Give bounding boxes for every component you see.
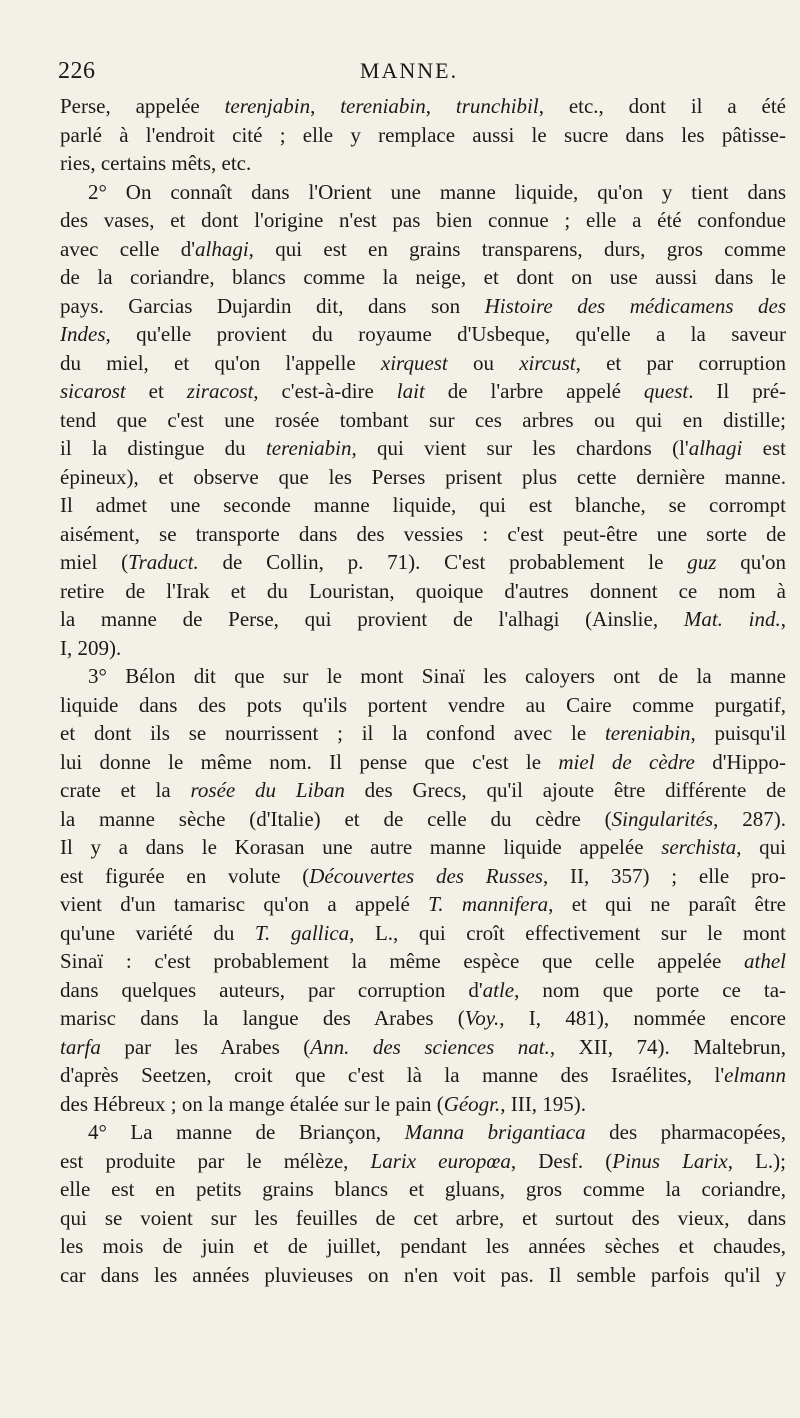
text-segment: les mois de juin et de juillet, pendant les années sèches et chaudes, [60,1234,786,1258]
italic-text: guz [687,550,717,574]
text-segment: des pharmacopées, [585,1120,786,1144]
text-segment: est figurée en volute ( [60,863,310,888]
text-segment: , XII, 74). Maltebrun, [549,1034,786,1059]
italic-text: tereniabin [265,436,352,460]
text-segment: , puisqu'il [690,721,786,745]
italic-text: miel de cèdre [558,749,695,774]
text-segment: qui se voient sur les feuilles de cet arbre, et surtout des vieux, dans [60,1205,786,1230]
text-segment: 3° Bélon dit que sur le mont Sinaï les caloyers ont de la manne [88,664,786,688]
italic-text: atle [482,977,515,1002]
text-segment: , [310,94,341,118]
text-segment: d'Hippo- [694,749,786,774]
text-segment: des Grecs, qu'il ajoute être différente de [344,778,786,802]
italic-text: alhagi [688,436,743,460]
text-segment: de Collin, p. 71). C'est probablement le [198,550,688,574]
text-segment: , 287). [713,806,786,831]
text-line [60,434,786,463]
text-line [60,1118,786,1147]
italic-text: xirquest [380,350,448,375]
text-segment: , qu'elle provient du royaume d'Usbeque, qu'elle a la saveur [105,322,786,346]
text-segment: la manne de Perse, qui provient de l'alhagi (Ainslie, [60,607,684,631]
text-segment: avec celle d' [60,236,195,261]
text-line [60,1232,786,1261]
text-segment: , etc., dont il a été [538,94,786,118]
italic-text: sicarost [60,379,126,403]
text-segment: , Desf. ( [510,1148,613,1173]
text-segment: , qui est en grains transparens, durs, gros comme [248,236,786,261]
italic-text: Voy. [464,1006,500,1030]
text-segment: et [125,379,187,403]
italic-text: serchista [661,835,737,859]
text-line [60,748,786,777]
text-segment: et dont ils se nourrissent ; il la confond avec le [60,721,605,745]
text-segment: aisément, se transporte dans des vessies : c'est peut-être une sorte de [60,521,786,546]
text-segment: ou [447,350,520,375]
text-line [60,292,786,321]
text-line [60,691,786,720]
text-line [60,377,786,406]
text-segment: , III, 195). [500,1091,587,1116]
page-header [58,58,760,92]
italic-text: Singularités [611,806,714,831]
text-segment: , [780,607,786,631]
text-segment: pays. Garcias Dujardin dit, dans son [60,293,485,318]
text-segment: car dans les années pluvieuses on n'en voit pas. Il semble parfois qu'il y [60,1262,786,1287]
text-segment: miel ( [60,550,129,574]
body-text [60,92,786,1289]
text-segment: , et par corruption [575,350,786,375]
text-line [60,121,786,150]
text-line [60,577,786,606]
text-segment: parlé à l'endroit cité ; elle y remplace aussi le sucre dans les pâtisse- [60,122,786,147]
text-line [60,92,786,121]
text-segment: , qui [736,835,786,859]
italic-text: ziracost [186,379,254,403]
text-segment: , II, 357) ; elle pro- [542,863,786,888]
text-segment: , L., qui croît effectivement sur le mont [349,920,786,945]
running-title: MANNE. [359,58,459,83]
text-segment: liquide dans des pots qu'ils portent vendre au Caire comme purgatif, [60,692,786,717]
text-line [60,1175,786,1204]
italic-text: lait [396,379,425,403]
italic-text: quest [643,379,689,403]
text-line [60,862,786,891]
text-segment: I, 209). [60,635,122,660]
italic-text: tereniabin [340,94,426,118]
italic-text: tarfa [60,1034,101,1059]
italic-text: Manna brigantiaca [404,1120,586,1144]
text-line [60,548,786,577]
italic-text: Découvertes des Russes [309,863,543,888]
italic-text: elmann [724,1063,786,1087]
text-segment: la manne sèche (d'Italie) et de celle du cèdre ( [60,806,612,831]
text-line [60,919,786,948]
italic-text: trunchibil [455,94,539,118]
text-segment: lui donne le même nom. Il pense que c'est le [60,749,559,774]
text-segment: . Il pré- [688,379,786,403]
text-segment: qu'on [716,550,786,574]
text-segment: crate et la [60,778,191,802]
text-segment: , nom que porte ce ta- [514,977,786,1002]
text-segment: est produite par le mélèze, [60,1148,371,1173]
text-segment: , L.); [727,1148,786,1173]
text-line [60,976,786,1005]
italic-text: Histoire des médicamens des [484,293,786,318]
text-segment: des vases, et dont l'origine n'est pas bien connue ; elle a été confondue [60,208,786,232]
text-line [60,320,786,349]
text-line [60,634,786,663]
text-segment: est [742,436,786,460]
text-line [60,805,786,834]
text-segment: elle est en petits grains blancs et gluans, gros comme la coriandre, [60,1177,786,1201]
text-segment: , c'est-à-dire [253,379,397,403]
italic-text: Indes [60,322,106,346]
italic-text: Ann. des sciences nat. [310,1034,550,1059]
text-line [60,349,786,378]
italic-text: terenjabin [224,94,311,118]
italic-text: athel [744,949,786,973]
text-segment: Sinaï : c'est probablement la même espèce que celle appelée [60,949,744,973]
text-line [60,1147,786,1176]
text-line [60,719,786,748]
text-line [60,890,786,919]
italic-text: Larix europœa [370,1148,511,1173]
text-segment: Perse, appelée [60,94,225,118]
italic-text: Géogr. [443,1091,501,1116]
text-segment: marisc dans la langue des Arabes ( [60,1006,465,1030]
text-segment: du miel, et qu'on l'appelle [60,350,381,375]
text-line [60,1061,786,1090]
text-segment: 4° La manne de Briançon, [88,1120,405,1144]
italic-text: alhagi [195,236,249,261]
text-segment: d'après Seetzen, croit que c'est là la manne des Israélites, l' [60,1063,725,1087]
text-line [60,463,786,492]
text-line [60,1090,786,1119]
italic-text: tereniabin [604,721,691,745]
italic-text: Pinus Larix [612,1148,728,1173]
italic-text: rosée du Liban [190,778,345,802]
text-line [60,947,786,976]
text-segment: par les Arabes ( [100,1034,311,1059]
text-segment: 2° On connaît dans l'Orient une manne liquide, qu'on y tient dans [88,179,786,204]
page-number: 226 [58,58,96,84]
text-line [60,1033,786,1062]
text-segment: il la distingue du [60,436,266,460]
text-line [60,149,786,178]
text-segment: Il admet une seconde manne liquide, qui est blanche, se corrompt [60,493,786,517]
text-segment: épineux), et observe que les Perses prisent plus cette dernière manne. [60,464,786,489]
text-segment: de l'arbre appelé [424,379,644,403]
text-line [60,776,786,805]
text-segment: des Hébreux ; on la mange étalée sur le pain ( [60,1091,444,1116]
text-segment: , [425,94,456,118]
text-segment: ries, certains mêts, etc. [60,151,252,175]
text-segment: de la coriandre, blancs comme la neige, et dont on use aussi dans le [60,265,786,289]
italic-text: Mat. ind. [683,607,781,631]
text-line [60,1004,786,1033]
text-line [60,1261,786,1290]
text-line [60,263,786,292]
text-line [60,833,786,862]
italic-text: T. gallica [254,920,350,945]
text-line [60,662,786,691]
text-line [60,406,786,435]
text-segment: , I, 481), nommée encore [499,1006,786,1030]
text-segment: , qui vient sur les chardons (l' [351,436,689,460]
text-line [60,1204,786,1233]
text-line [60,206,786,235]
text-line [60,491,786,520]
text-segment: Il y a dans le Korasan une autre manne liquide appelée [60,835,662,859]
text-segment: , et qui ne paraît être [548,892,786,916]
text-segment: tend que c'est une rosée tombant sur ces arbres ou qui en distille; [60,407,786,432]
text-segment: qu'une variété du [60,920,255,945]
text-line [60,178,786,207]
text-segment: vient d'un tamarisc qu'on a appelé [60,892,429,916]
text-line [60,605,786,634]
italic-text: Traduct. [128,550,199,574]
italic-text: T. mannifera [428,892,549,916]
text-segment: dans quelques auteurs, par corruption d' [60,977,483,1002]
text-line [60,520,786,549]
italic-text: xircust [519,350,576,375]
text-segment: retire de l'Irak et du Louristan, quoique d'autres donnent ce nom à [60,578,786,603]
text-line [60,235,786,264]
